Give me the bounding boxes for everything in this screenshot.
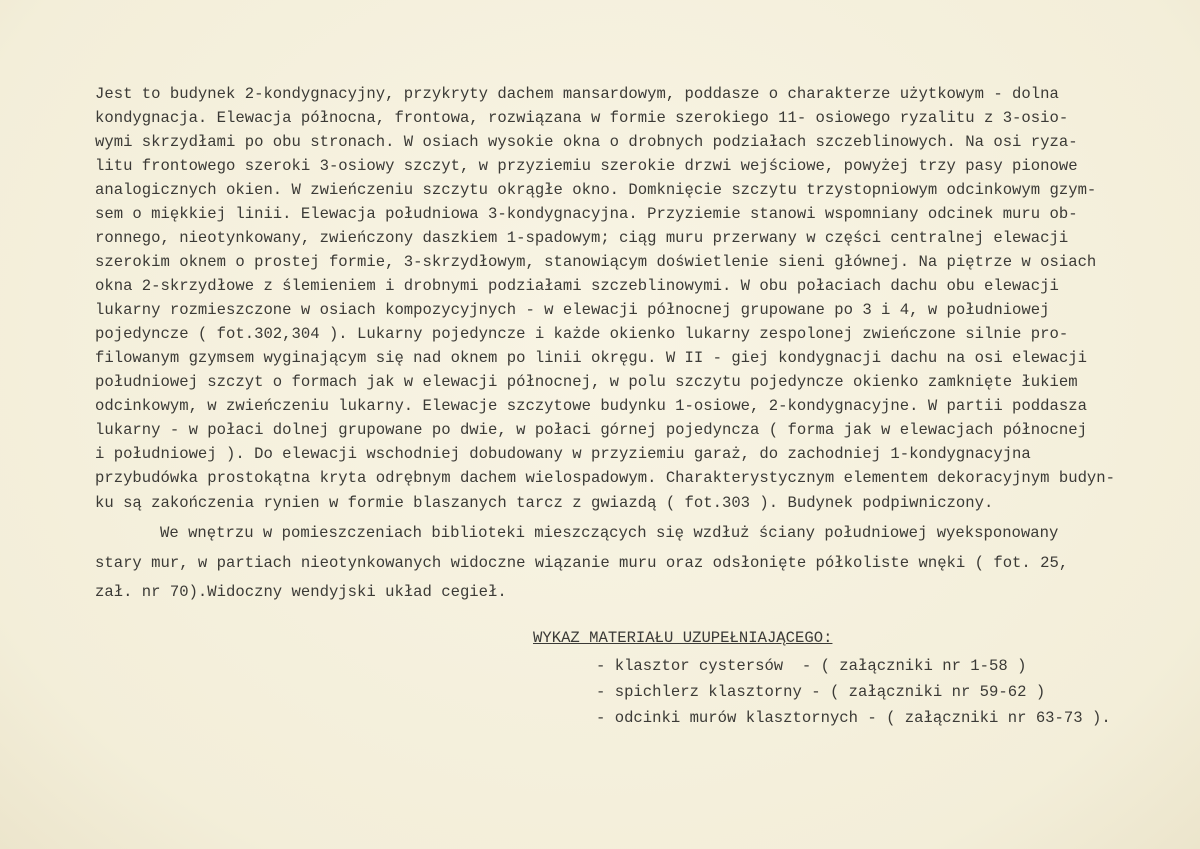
text-line: wymi skrzydłami po obu stronach. W osiach wysokie okna o drobnych podziałach szczeblinowych. Na osi ryza- bbox=[95, 133, 1078, 151]
supplement-heading: WYKAZ MATERIAŁU UZUPEŁNIAJĄCEGO: bbox=[533, 629, 833, 647]
text-line: szerokim oknem o prostej formie, 3-skrzydłowym, stanowiącym doświetlenie sieni głównej. Na piętrze w osiach bbox=[95, 253, 1097, 271]
supplement-item: - odcinki murów klasztornych - ( załączniki nr 63-73 ). bbox=[596, 709, 1111, 727]
text-line: Jest to budynek 2-kondygnacyjny, przykryty dachem mansardowym, poddasze o charakterze użytkowym - dolna bbox=[95, 85, 1059, 103]
text-line: stary mur, w partiach nieotynkowanych widoczne wiązanie muru oraz odsłonięte półkoliste wnęki ( fot. 25, bbox=[95, 554, 1069, 572]
text-line: i południowej ). Do elewacji wschodniej dobudowany w przyziemiu garaż, do zachodniej 1-kondygnacyjna bbox=[95, 445, 1031, 463]
text-line: We wnętrzu w pomieszczeniach biblioteki mieszczących się wzdłuż ściany południowej wyeksponowany bbox=[160, 524, 1059, 542]
supplement-item: - spichlerz klasztorny - ( załączniki nr 59-62 ) bbox=[596, 683, 1046, 701]
text-line: lukarny - w połaci dolnej grupowane po dwie, w połaci górnej pojedyncza ( forma jak w elewacjach północnej bbox=[95, 421, 1087, 439]
text-line: litu frontowego szeroki 3-osiowy szczyt, w przyziemiu szerokie drzwi wejściowe, powyżej trzy pasy pionowe bbox=[95, 157, 1078, 175]
text-line: sem o miękkiej linii. Elewacja południowa 3-kondygnacyjna. Przyziemie stanowi wspomniany odcinek muru ob- bbox=[95, 205, 1078, 223]
text-line: ronnego, nieotynkowany, zwieńczony daszkiem 1-spadowym; ciąg muru przerwany w części centralnej elewacji bbox=[95, 229, 1069, 247]
supplement-item: - klasztor cystersów - ( załączniki nr 1-58 ) bbox=[596, 657, 1027, 675]
text-line: kondygnacja. Elewacja północna, frontowa, rozwiązana w formie szerokiego 11- osiowego ryzalitu z 3-osio- bbox=[95, 109, 1069, 127]
text-line: południowej szczyt o formach jak w elewacji północnej, w polu szczytu pojedyncze okienko zamknięte łukiem bbox=[95, 373, 1078, 391]
text-line: pojedyncze ( fot.302,304 ). Lukarny pojedyncze i każde okienko lukarny zespolonej zwieńczone silnie pro- bbox=[95, 325, 1069, 343]
text-line: analogicznych okien. W zwieńczeniu szczytu okrągłe okno. Domknięcie szczytu trzystopniowym odcinkowym gzym- bbox=[95, 181, 1097, 199]
text-line: okna 2-skrzydłowe z ślemieniem i drobnymi podziałami szczeblinowymi. W obu połaciach dachu obu elewacji bbox=[95, 277, 1059, 295]
text-line: filowanym gzymsem wyginającym się nad oknem po linii okręgu. W II - giej kondygnacji dachu na osi elewacji bbox=[95, 349, 1087, 367]
text-line: ku są zakończenia rynien w formie blaszanych tarcz z gwiazdą ( fot.303 ). Budynek podpiwniczony. bbox=[95, 494, 994, 512]
text-line: zał. nr 70).Widoczny wendyjski układ cegieł. bbox=[95, 583, 507, 601]
text-line: odcinkowym, w zwieńczeniu lukarny. Elewacje szczytowe budynku 1-osiowe, 2-kondygnacyjne. W partii poddasza bbox=[95, 397, 1087, 415]
text-line: przybudówka prostokątna kryta odrębnym dachem wielospadowym. Charakterystycznym elementem dekoracyjnym budyn- bbox=[95, 469, 1115, 487]
text-line: lukarny rozmieszczone w osiach kompozycyjnych - w elewacji północnej grupowane po 3 i 4, w południowej bbox=[95, 301, 1050, 319]
